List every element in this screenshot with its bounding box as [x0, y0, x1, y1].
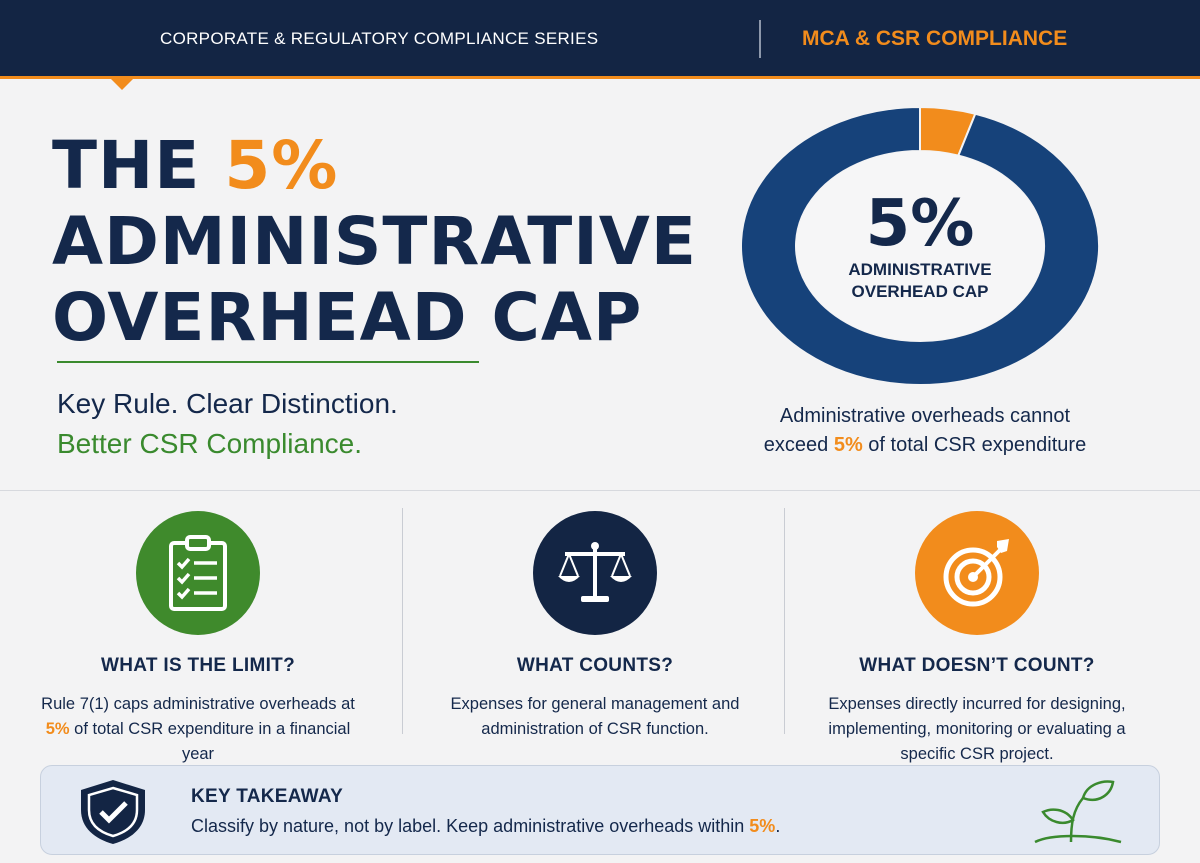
column-doesnt-count [787, 505, 1167, 763]
banner-notch [110, 78, 134, 90]
title-underline [57, 361, 479, 363]
body-percent: 5% [45, 720, 70, 738]
sprout-icon [1021, 776, 1131, 848]
title-the: THE [52, 127, 225, 204]
column-body: Expenses for general management and administration of CSR function. [450, 695, 740, 738]
series-label: CORPORATE & REGULATORY COMPLIANCE SERIES [160, 29, 599, 48]
donut-chart [741, 107, 1099, 385]
column-counts [405, 505, 785, 745]
subtitle-line-1: Key Rule. Clear Distinction. [57, 388, 398, 419]
column-heading: WHAT COUNTS? [516, 655, 674, 676]
column-limit [8, 505, 388, 763]
banner-divider [759, 20, 761, 58]
banner-stripe [0, 76, 1200, 79]
caption-text-c: of total CSR expenditure [862, 434, 1087, 456]
title-line-2: ADMINISTRATIVE [52, 203, 697, 280]
takeaway-title: KEY TAKEAWAY [191, 786, 344, 807]
body-text-a: Rule 7(1) caps administrative overheads at [41, 695, 355, 713]
column-body: Expenses directly incurred for designing, implementing, monitoring or evaluating a specific CSR project. [828, 695, 1126, 763]
subtitle-line-2: Better CSR Compliance. [57, 428, 363, 459]
caption-line-2 [700, 431, 1150, 460]
takeaway-text-a: Classify by nature, not by label. Keep administrative overheads within [191, 816, 750, 836]
title-percent: 5% [224, 127, 339, 204]
donut-caption [700, 402, 1150, 460]
caption-percent: 5% [833, 434, 863, 456]
subtitle [57, 384, 617, 464]
donut-value: 5% [865, 187, 975, 261]
body-text-c: of total CSR expenditure in a financial year [69, 720, 351, 763]
target-arrow-icon [915, 511, 1039, 635]
top-banner [0, 0, 1200, 78]
column-heading: WHAT IS THE LIMIT? [101, 655, 295, 676]
caption-text-a: exceed [763, 434, 834, 456]
donut-label: ADMINISTRATIVE OVERHEAD CAP [848, 260, 992, 301]
section-divider [0, 490, 1200, 491]
takeaway-text [191, 816, 991, 837]
column-separator [784, 508, 785, 734]
takeaway-text-c: . [775, 816, 781, 836]
caption-line-1: Administrative overheads cannot [779, 405, 1071, 427]
title-line-3: OVERHEAD CAP [52, 279, 643, 356]
shield-check-icon [73, 778, 153, 846]
key-takeaway-box [40, 765, 1160, 855]
takeaway-percent: 5% [749, 816, 776, 836]
column-separator [402, 508, 403, 734]
topic-label: MCA & CSR COMPLIANCE [802, 27, 1068, 50]
donut-center [741, 107, 1099, 385]
page-title [52, 128, 712, 356]
clipboard-checklist-icon [136, 511, 260, 635]
scales-icon [533, 511, 657, 635]
column-heading: WHAT DOESN’T COUNT? [859, 655, 1095, 676]
column-body [38, 692, 358, 767]
